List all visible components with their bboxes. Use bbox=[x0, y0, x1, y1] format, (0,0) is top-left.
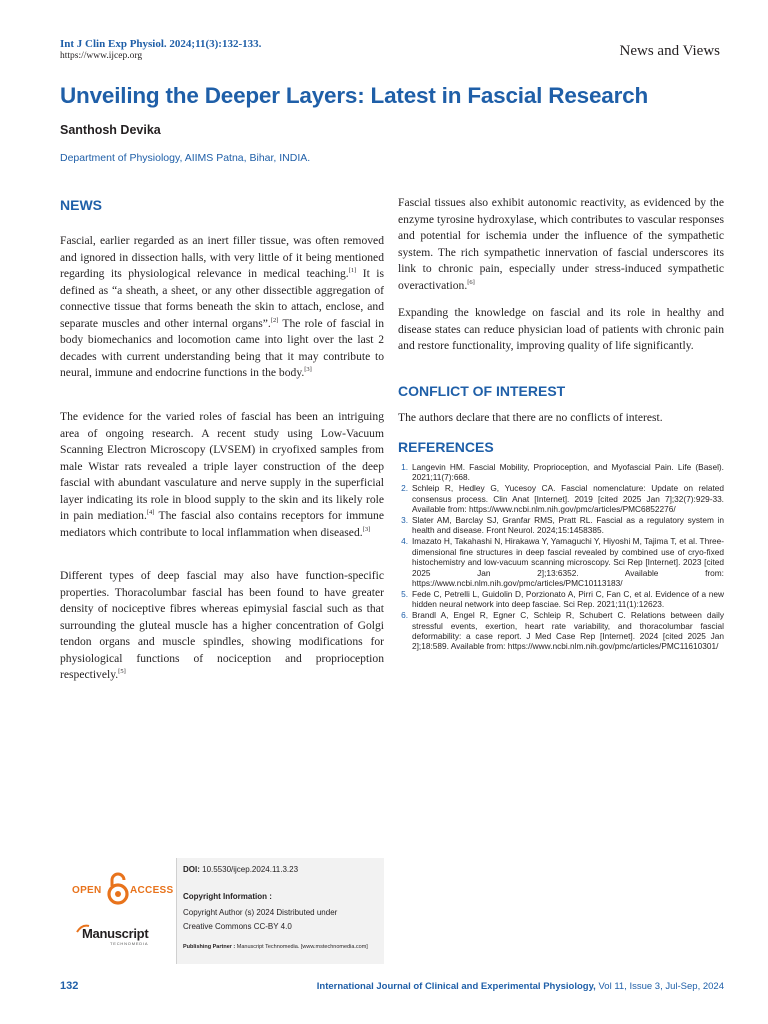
news-paragraph-4: Fascial tissues also exhibit autonomic reactivity, as evidenced by the enzyme tyrosine hydroxylase, which contributes to vascular responses and potential for ischemia under the influence of the sympathetic system. The rich sympathetic innervation of fascial underscores its link to chronic pain, especially under stress-induced sympathetic overactivation.[6] bbox=[398, 196, 724, 292]
reference-item: 2. Schleip R, Hedley G, Yucesoy CA. Fascial nomenclature: Update on related consensus process. Clin Anat [Internet]. 2019 [cited 2025 Jan 7];32(7):929-33. Available from: https://www.ncbi.nlm.nih.gov/pmc/articles/PMC6852276/ bbox=[401, 483, 724, 515]
reference-item: 4. Imazato H, Takahashi N, Hirakawa Y, Yamaguchi Y, Hiyoshi M, Tajima T, et al. Three-dimensional fine structures in deep fascial revealed by combined use of cryo-fixed histochemistry and low-vacuum scanning microscopy. Sci Rep [Internet]. 2023 [cited 2025 Jan 2];13:6352. Available from: https://www.ncbi.nlm.nih.gov/pmc/articles/PMC10113183/ bbox=[401, 536, 724, 588]
author-name: Santhosh Devika bbox=[60, 123, 161, 137]
copyright-line: Copyright Author (s) 2024 Distributed under bbox=[183, 908, 338, 917]
news-heading: NEWS bbox=[60, 197, 102, 213]
reference-item: 3. Slater AM, Barclay SJ, Granfar RMS, Pratt RL. Fascial as a regulatory system in health and disease. Front Neurol. 2024;15:1458385. bbox=[401, 515, 724, 536]
news-paragraph-5: Expanding the knowledge on fascial and its role in healthy and disease states can reduce physician load of patients with chronic pain and restore functionality, improving quality of life significantly. bbox=[398, 306, 724, 352]
open-access-text-right: ACCESS bbox=[130, 885, 174, 896]
citation-ref[interactable]: [1] bbox=[348, 267, 357, 275]
author-affiliation: Department of Physiology, AIIMS Patna, Bihar, INDIA. bbox=[60, 152, 311, 164]
journal-citation: Int J Clin Exp Physiol. 2024;11(3):132-133. bbox=[60, 38, 262, 50]
copyright-heading: Copyright Information : bbox=[183, 892, 272, 901]
journal-url[interactable]: https://www.ijcep.org bbox=[60, 51, 143, 61]
page-number: 132 bbox=[60, 980, 79, 992]
conflict-text: The authors declare that there are no conflicts of interest. bbox=[398, 411, 663, 424]
manuscript-logo-subtext: TECHNOMEDIA bbox=[110, 941, 149, 946]
citation-ref[interactable]: [5] bbox=[118, 668, 126, 676]
open-access-text-left: OPEN bbox=[72, 885, 102, 896]
citation-ref[interactable]: [3] bbox=[304, 366, 312, 374]
article-info-box bbox=[176, 858, 384, 964]
manuscript-logo bbox=[76, 924, 176, 954]
copyright-license: Creative Commons CC-BY 4.0 bbox=[183, 922, 292, 931]
manuscript-logo-text: Manuscript bbox=[82, 926, 149, 941]
article-title: Unveiling the Deeper Layers: Latest in Fascial Research bbox=[60, 83, 648, 108]
open-access-lock-icon bbox=[106, 871, 130, 907]
reference-item: 6. Brandl A, Engel R, Egner C, Schleip R, Schubert C. Relations between daily stressful events, exertion, heart rate variability, and thoracolumbar fascial deformability: a case report. J Med Case Rep [Internet]. 2024 [cited 2025 Jan 2];18:589. Available from: https://www.ncbi.nlm.nih.gov/pmc/articles/PMC11610301/ bbox=[401, 610, 724, 652]
doi[interactable]: DOI: 10.5530/ijcep.2024.11.3.23 bbox=[183, 865, 299, 874]
citation-ref[interactable]: [6] bbox=[467, 278, 475, 286]
reference-item: 1. Langevin HM. Fascial Mobility, Proprioception, and Myofascial Pain. Life (Basel). 2021;11(7):668. bbox=[401, 462, 724, 483]
conflict-heading: CONFLICT OF INTEREST bbox=[398, 383, 566, 399]
reference-list bbox=[398, 462, 724, 652]
reference-item: 5. Fede C, Petrelli L, Guidolin D, Porzionato A, Pirri C, Fan C, et al. Evidence of a new hidden neural network into deep fasciae. Sci Rep. 2021;11(1):12623. bbox=[401, 588, 724, 610]
citation-ref[interactable]: [4] bbox=[146, 509, 155, 517]
open-access-logo bbox=[72, 871, 172, 911]
section-label: News and Views bbox=[619, 43, 720, 59]
news-paragraph-2: The evidence for the varied roles of fascial has been an intriguing area of ongoing research. A recent study using Low-Vacuum Scanning Electron Microscopy (LVSEM) in cryofixed samples from male Wistar rats revealed a triple layer construction of the deep fascial with abundant vasculature and nerve supply in the superficial layer indicating its role in blood supply to the skin and its likely role in pain mediation.[4] The fascial also contains receptors for immune mediators which contribute to local inflammation when diseased.[3] bbox=[60, 410, 384, 539]
news-paragraph-1: Fascial, earlier regarded as an inert filler tissue, was often removed and ignored in dissection halls, with very little of it being mentioned regarding its physiological relevance in medical teaching.[1] It is defined as “a sheath, a sheet, or any other dissectible aggregation of connective tissue that forms beneath the skin to attach, enclose, and separate muscles and other internal organs”.[2] The role of fascial in body biomechanics and locomotion came into light over the last 2 decades with current understanding being that it may contribute to neural, immune and endocrine functions in the body.[3] bbox=[60, 234, 384, 379]
citation-ref[interactable]: [3] bbox=[362, 525, 371, 533]
footer-journal-info: International Journal of Clinical and Experimental Physiology, Vol 11, Issue 3, Jul-Sep, 2024 bbox=[316, 981, 724, 992]
publishing-partner: Publishing Partner : Manuscript Technomedia. [www.mstechnomedia.com] bbox=[183, 944, 368, 950]
news-paragraph-3: Different types of deep fascial may also have function-specific properties. Thoracolumbar fascial has been found to have greater density of nociceptive fibres whereas epimysial fascial such as that surrounding the gluteal muscle has a higher concentration of Golgi tendon organs and muscle spindles, showing modifications for physiological functions of nociception and proprioception respectively.[5] bbox=[60, 569, 384, 681]
references-heading: REFERENCES bbox=[398, 439, 494, 455]
citation-ref[interactable]: [2] bbox=[270, 316, 279, 324]
